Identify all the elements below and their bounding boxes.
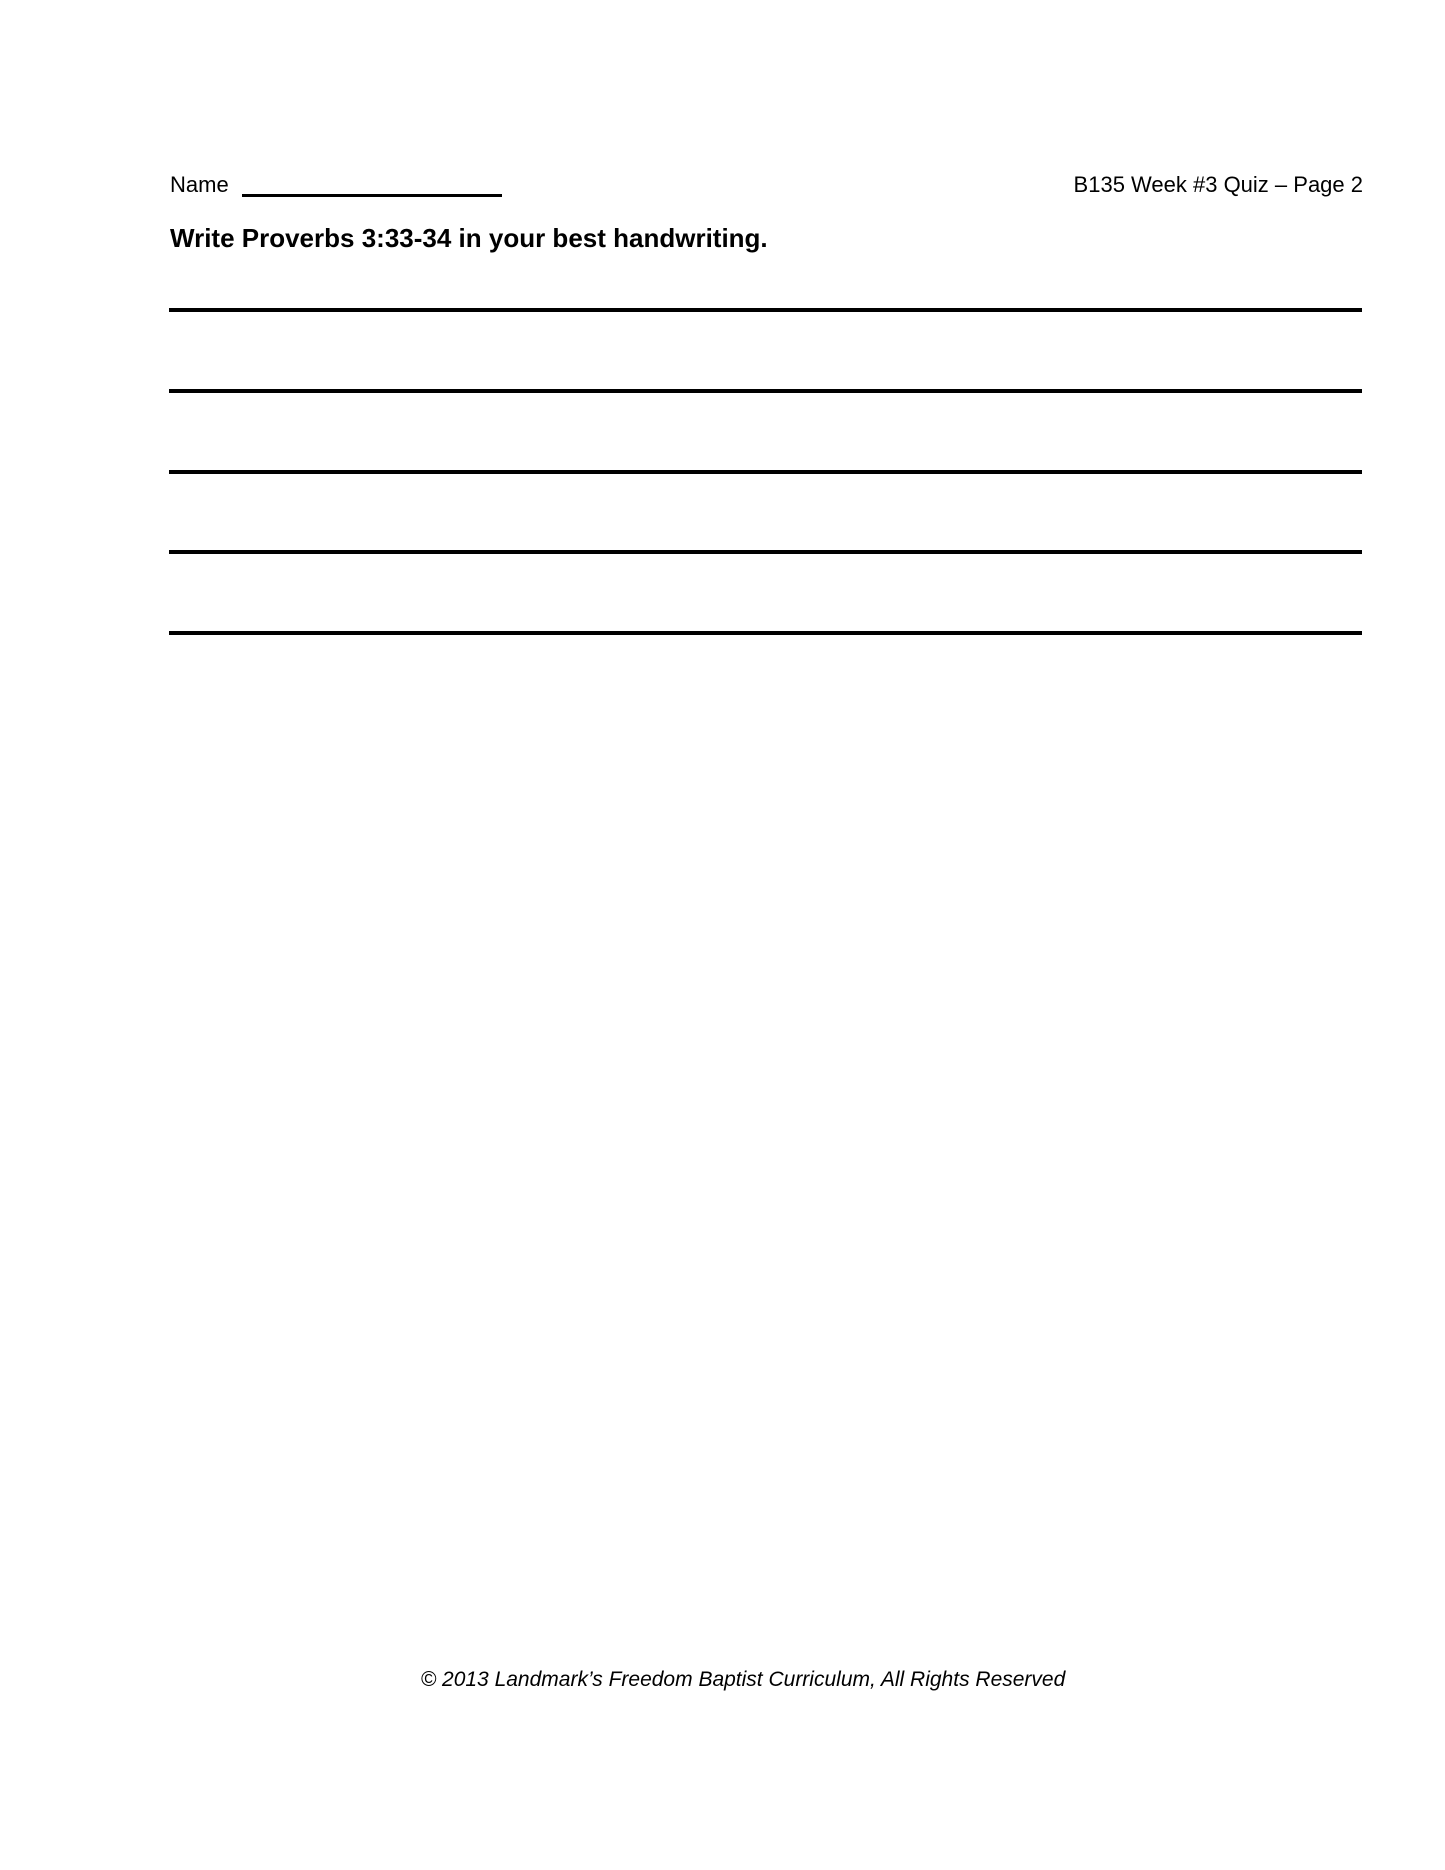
writing-line bbox=[169, 631, 1362, 635]
writing-line bbox=[169, 308, 1362, 312]
name-field-group bbox=[170, 170, 502, 198]
page-title: B135 Week #3 Quiz – Page 2 bbox=[1073, 172, 1363, 197]
name-label: Name bbox=[170, 172, 229, 197]
name-blank-line bbox=[242, 175, 502, 197]
writing-line bbox=[169, 550, 1362, 554]
footer-copyright: © 2013 Landmark’s Freedom Baptist Curriculum, All Rights Reserved bbox=[420, 1668, 1066, 1691]
instruction-heading: Write Proverbs 3:33-34 in your best handwriting. bbox=[170, 223, 768, 253]
writing-area bbox=[169, 308, 1362, 635]
page-header bbox=[170, 170, 1363, 198]
writing-line bbox=[169, 389, 1362, 393]
writing-line bbox=[169, 470, 1362, 474]
